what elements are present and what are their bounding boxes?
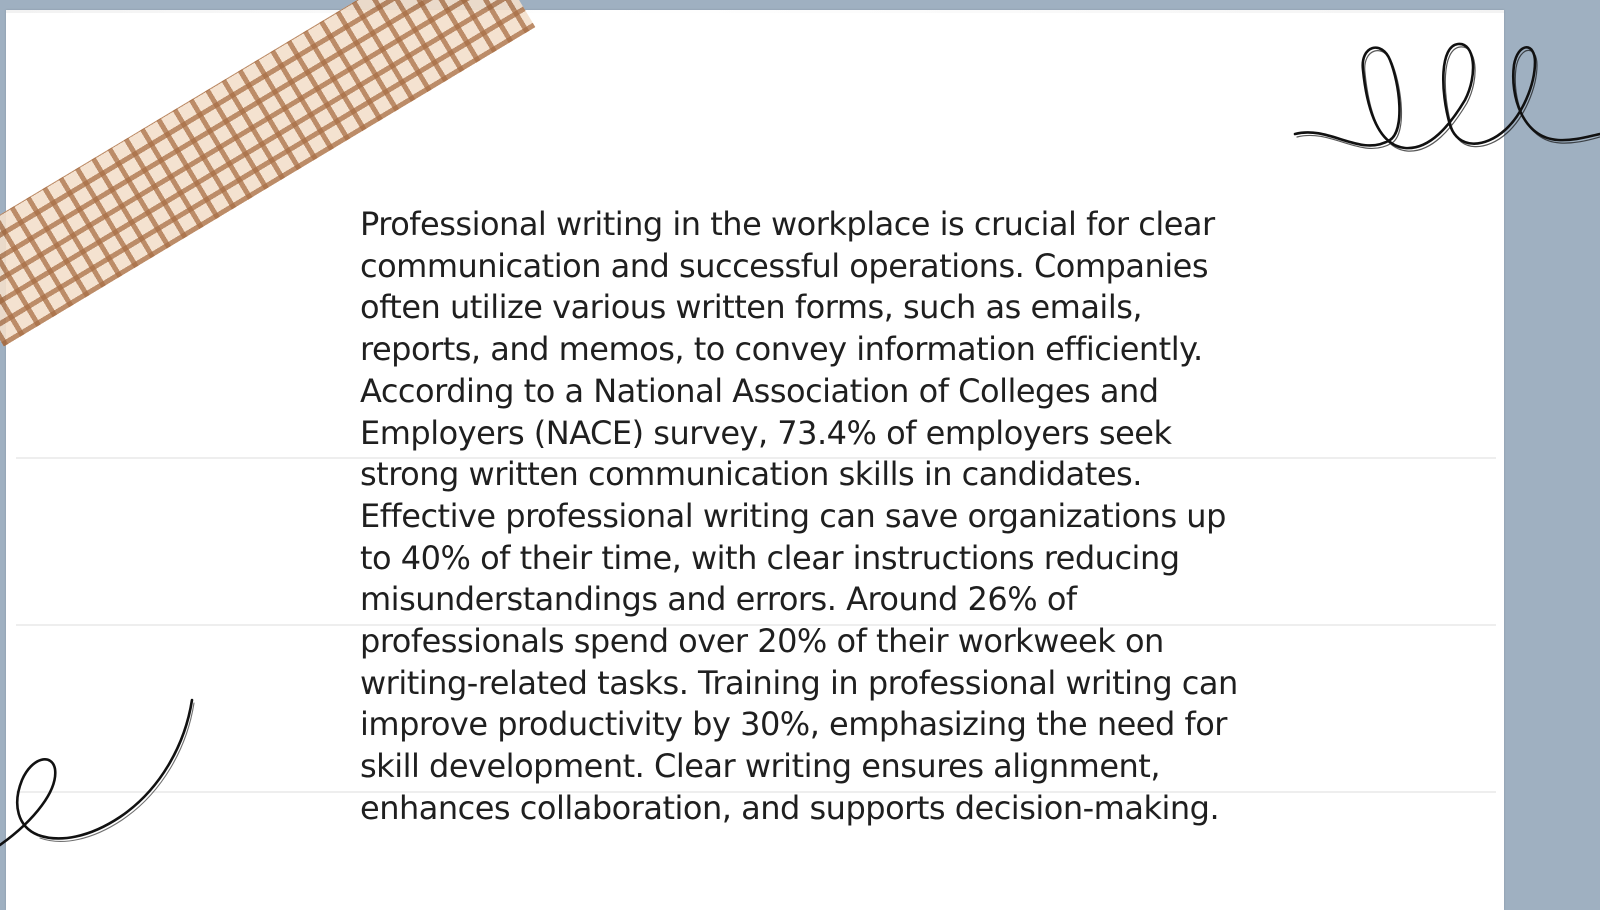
body-paragraph: Professional writing in the workplace is crucial for clear communication and successful operations. Companies often utilize various written forms, such as emails, reports, and memos, to convey information efficiently. According to a National Association of Colleges and Employers (NACE) survey, 73.4% of employers seek strong written communication skills in candidates. Effective professional writing can save organizations up to 40% of their time, with clear instructions reducing misunderstandings and errors. Around 26% of professionals spend over 20% of their workweek on writing-related tasks. Training in professional writing can improve productivity by 30%, emphasizing the need for skill development. Clear writing ensures alignment, enhances collaboration, and supports decision-making. [360, 205, 1238, 827]
check-swirl-icon [0, 695, 200, 855]
loop-squiggle-icon [1290, 30, 1600, 165]
paper-edge [6, 10, 1504, 13]
